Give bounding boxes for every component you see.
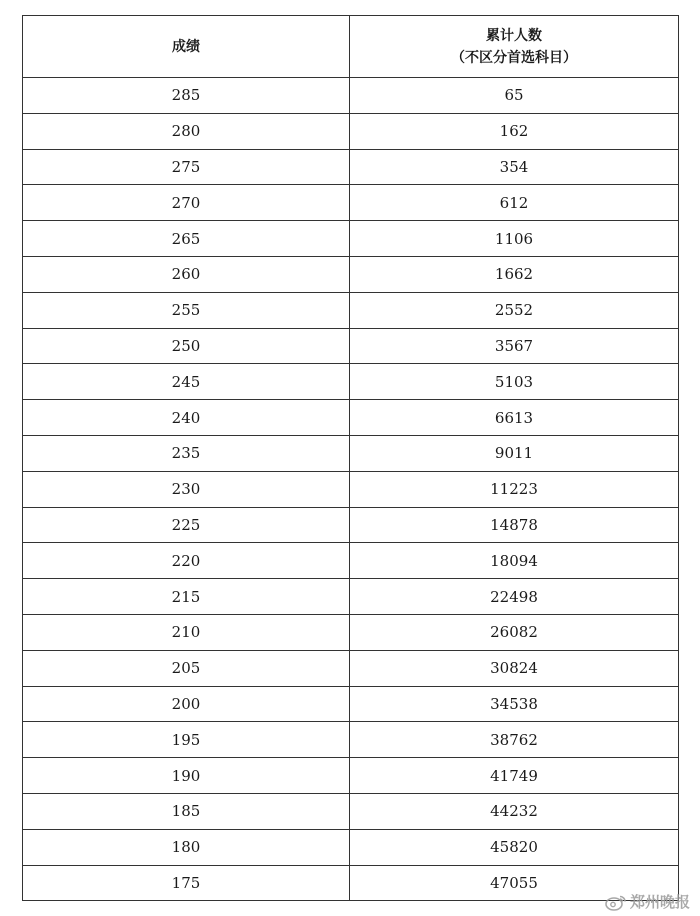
table-body [23,78,679,901]
table-row [23,758,679,794]
count-cell: 34538 [350,686,679,722]
count-cell: 26082 [350,614,679,650]
table-row [23,829,679,865]
table-row [23,364,679,400]
header-cumulative [350,16,679,78]
score-cell: 280 [23,113,350,149]
table-row [23,579,679,615]
table-row [23,722,679,758]
table-row [23,793,679,829]
score-cell: 230 [23,471,350,507]
score-cell: 225 [23,507,350,543]
table-row [23,435,679,471]
score-cell: 275 [23,149,350,185]
count-cell: 45820 [350,829,679,865]
score-cell: 195 [23,722,350,758]
score-cell: 200 [23,686,350,722]
score-cell: 190 [23,758,350,794]
table-row [23,400,679,436]
score-cell: 285 [23,78,350,114]
count-cell: 30824 [350,650,679,686]
count-cell: 6613 [350,400,679,436]
score-cell: 270 [23,185,350,221]
table-row [23,471,679,507]
count-cell: 1662 [350,256,679,292]
table-row [23,292,679,328]
score-cell: 265 [23,221,350,257]
watermark [605,891,690,912]
header-cumulative-label: 累计人数 [486,27,542,44]
weibo-icon [605,893,627,911]
score-cell: 240 [23,400,350,436]
count-cell: 11223 [350,471,679,507]
score-cell: 210 [23,614,350,650]
count-cell: 5103 [350,364,679,400]
count-cell: 47055 [350,865,679,901]
count-cell: 44232 [350,793,679,829]
table-row [23,185,679,221]
table-row [23,686,679,722]
header-cumulative-note: （不区分首选科目） [451,49,577,66]
score-cell: 250 [23,328,350,364]
table-row [23,543,679,579]
table-row [23,328,679,364]
table-row [23,78,679,114]
table-row [23,113,679,149]
table-row [23,256,679,292]
score-cell: 255 [23,292,350,328]
watermark-text: 郑州晚报 [629,893,690,911]
count-cell: 14878 [350,507,679,543]
count-cell: 18094 [350,543,679,579]
score-cell: 205 [23,650,350,686]
table-row [23,507,679,543]
score-cell: 220 [23,543,350,579]
score-cell: 175 [23,865,350,901]
table-row [23,865,679,901]
score-cell: 215 [23,579,350,615]
count-cell: 38762 [350,722,679,758]
count-cell: 65 [350,78,679,114]
count-cell: 1106 [350,221,679,257]
score-cell: 180 [23,829,350,865]
score-cell: 245 [23,364,350,400]
score-cell: 185 [23,793,350,829]
score-table [22,15,679,901]
count-cell: 354 [350,149,679,185]
score-cell: 260 [23,256,350,292]
table-row [23,149,679,185]
header-score [23,16,350,78]
count-cell: 41749 [350,758,679,794]
count-cell: 612 [350,185,679,221]
score-cell: 235 [23,435,350,471]
header-score-label: 成绩 [172,38,200,55]
table-row [23,614,679,650]
count-cell: 22498 [350,579,679,615]
count-cell: 3567 [350,328,679,364]
table-row [23,221,679,257]
count-cell: 162 [350,113,679,149]
table-row [23,650,679,686]
count-cell: 9011 [350,435,679,471]
header-row [23,16,679,78]
count-cell: 2552 [350,292,679,328]
table-header [23,16,679,78]
